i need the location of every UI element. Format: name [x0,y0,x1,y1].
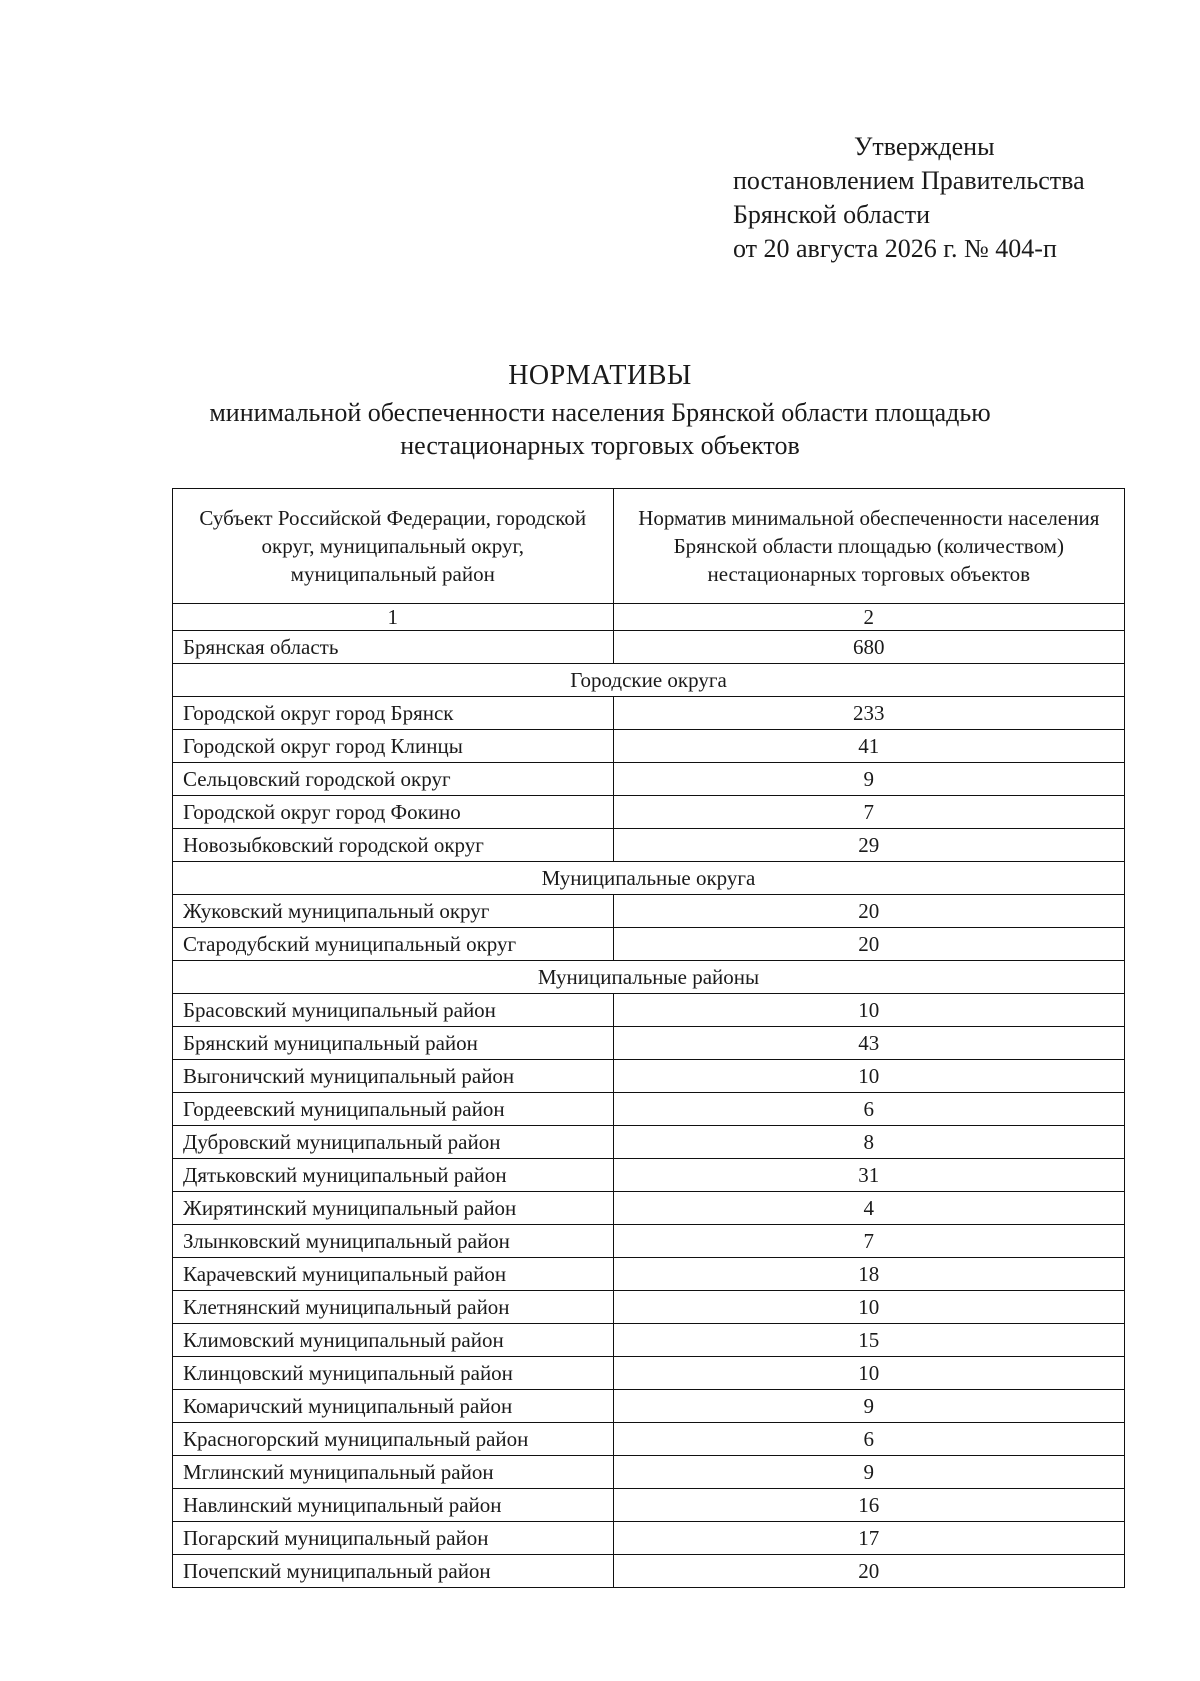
table-row-total [173,631,1125,664]
row-value: 16 [613,1489,1124,1522]
row-name: Карачевский муниципальный район [173,1258,614,1291]
row-value: 10 [613,1060,1124,1093]
row-name: Злынковский муниципальный район [173,1225,614,1258]
row-name: Новозыбковский городской округ [173,829,614,862]
section-header-row [173,664,1125,697]
table-row [173,1027,1125,1060]
table-row [173,697,1125,730]
section-title: Муниципальные округа [173,862,1125,895]
row-name: Брянский муниципальный район [173,1027,614,1060]
row-value: 4 [613,1192,1124,1225]
row-name: Дубровский муниципальный район [173,1126,614,1159]
table-row [173,1522,1125,1555]
column-number-cell: 2 [613,604,1124,631]
row-value: 6 [613,1423,1124,1456]
row-value: 20 [613,928,1124,961]
row-name: Выгоничский муниципальный район [173,1060,614,1093]
approval-line: от 20 августа 2026 г. № 404-п [733,234,1057,263]
row-value: 31 [613,1159,1124,1192]
subtitle-line: минимальной обеспеченности населения Брянской области площадью [209,398,991,427]
table-row [173,928,1125,961]
row-value: 18 [613,1258,1124,1291]
approval-stamp [733,130,1085,266]
table-row [173,1423,1125,1456]
row-name: Навлинский муниципальный район [173,1489,614,1522]
row-name: Стародубский муниципальный округ [173,928,614,961]
table-row [173,1324,1125,1357]
row-value: 15 [613,1324,1124,1357]
row-name: Городской округ город Брянск [173,697,614,730]
title-block [0,360,1200,462]
row-value: 9 [613,1390,1124,1423]
row-value: 233 [613,697,1124,730]
table-row [173,895,1125,928]
row-value: 10 [613,994,1124,1027]
table-row [173,1093,1125,1126]
table-row [173,1390,1125,1423]
row-value: 10 [613,1357,1124,1390]
row-value: 680 [613,631,1124,664]
row-name: Городской округ город Клинцы [173,730,614,763]
norms-table [172,488,1125,1588]
table-row [173,1126,1125,1159]
table-row [173,1555,1125,1588]
row-value: 6 [613,1093,1124,1126]
row-name: Погарский муниципальный район [173,1522,614,1555]
table-row [173,1192,1125,1225]
table-row [173,763,1125,796]
table-row [173,1489,1125,1522]
column-number-cell: 1 [173,604,614,631]
row-value: 20 [613,1555,1124,1588]
row-value: 41 [613,730,1124,763]
row-name: Дятьковский муниципальный район [173,1159,614,1192]
norms-table-body [173,489,1125,1588]
document-title: НОРМАТИВЫ [508,360,692,391]
header-cell-norm: Норматив минимальной обеспеченности населения Брянской области площадью (количеством) нестационарных торговых объектов [613,489,1124,604]
table-row [173,994,1125,1027]
row-value: 8 [613,1126,1124,1159]
row-name: Клинцовский муниципальный район [173,1357,614,1390]
table-header-row [173,489,1125,604]
row-name: Комаричский муниципальный район [173,1390,614,1423]
subtitle-line: нестационарных торговых объектов [400,431,800,460]
table-row [173,730,1125,763]
row-value: 20 [613,895,1124,928]
section-title: Муниципальные районы [173,961,1125,994]
table-row [173,1258,1125,1291]
section-header-row [173,862,1125,895]
row-name: Клетнянский муниципальный район [173,1291,614,1324]
table-row [173,1456,1125,1489]
row-value: 10 [613,1291,1124,1324]
approval-line: Брянской области [733,200,930,229]
table-row [173,796,1125,829]
table-row [173,1291,1125,1324]
section-header-row [173,961,1125,994]
row-value: 29 [613,829,1124,862]
table-row [173,1357,1125,1390]
row-name: Мглинский муниципальный район [173,1456,614,1489]
row-name: Почепский муниципальный район [173,1555,614,1588]
row-name: Городской округ город Фокино [173,796,614,829]
row-name: Жуковский муниципальный округ [173,895,614,928]
approval-line: Утверждены [854,132,995,161]
row-value: 9 [613,1456,1124,1489]
table-row [173,1225,1125,1258]
row-name: Брасовский муниципальный район [173,994,614,1027]
section-title: Городские округа [173,664,1125,697]
row-value: 43 [613,1027,1124,1060]
row-name: Брянская область [173,631,614,664]
row-name: Сельцовский городской округ [173,763,614,796]
document-subtitle [0,396,1200,462]
row-name: Климовский муниципальный район [173,1324,614,1357]
column-number-row [173,604,1125,631]
table-row [173,829,1125,862]
row-name: Жирятинский муниципальный район [173,1192,614,1225]
header-cell-subject: Субъект Российской Федерации, городской округ, муниципальный округ, муниципальный район [173,489,614,604]
row-name: Красногорский муниципальный район [173,1423,614,1456]
approval-line: постановлением Правительства [733,166,1085,195]
row-value: 9 [613,763,1124,796]
row-value: 7 [613,1225,1124,1258]
table-row [173,1060,1125,1093]
row-value: 7 [613,796,1124,829]
table-row [173,1159,1125,1192]
row-name: Гордеевский муниципальный район [173,1093,614,1126]
row-value: 17 [613,1522,1124,1555]
